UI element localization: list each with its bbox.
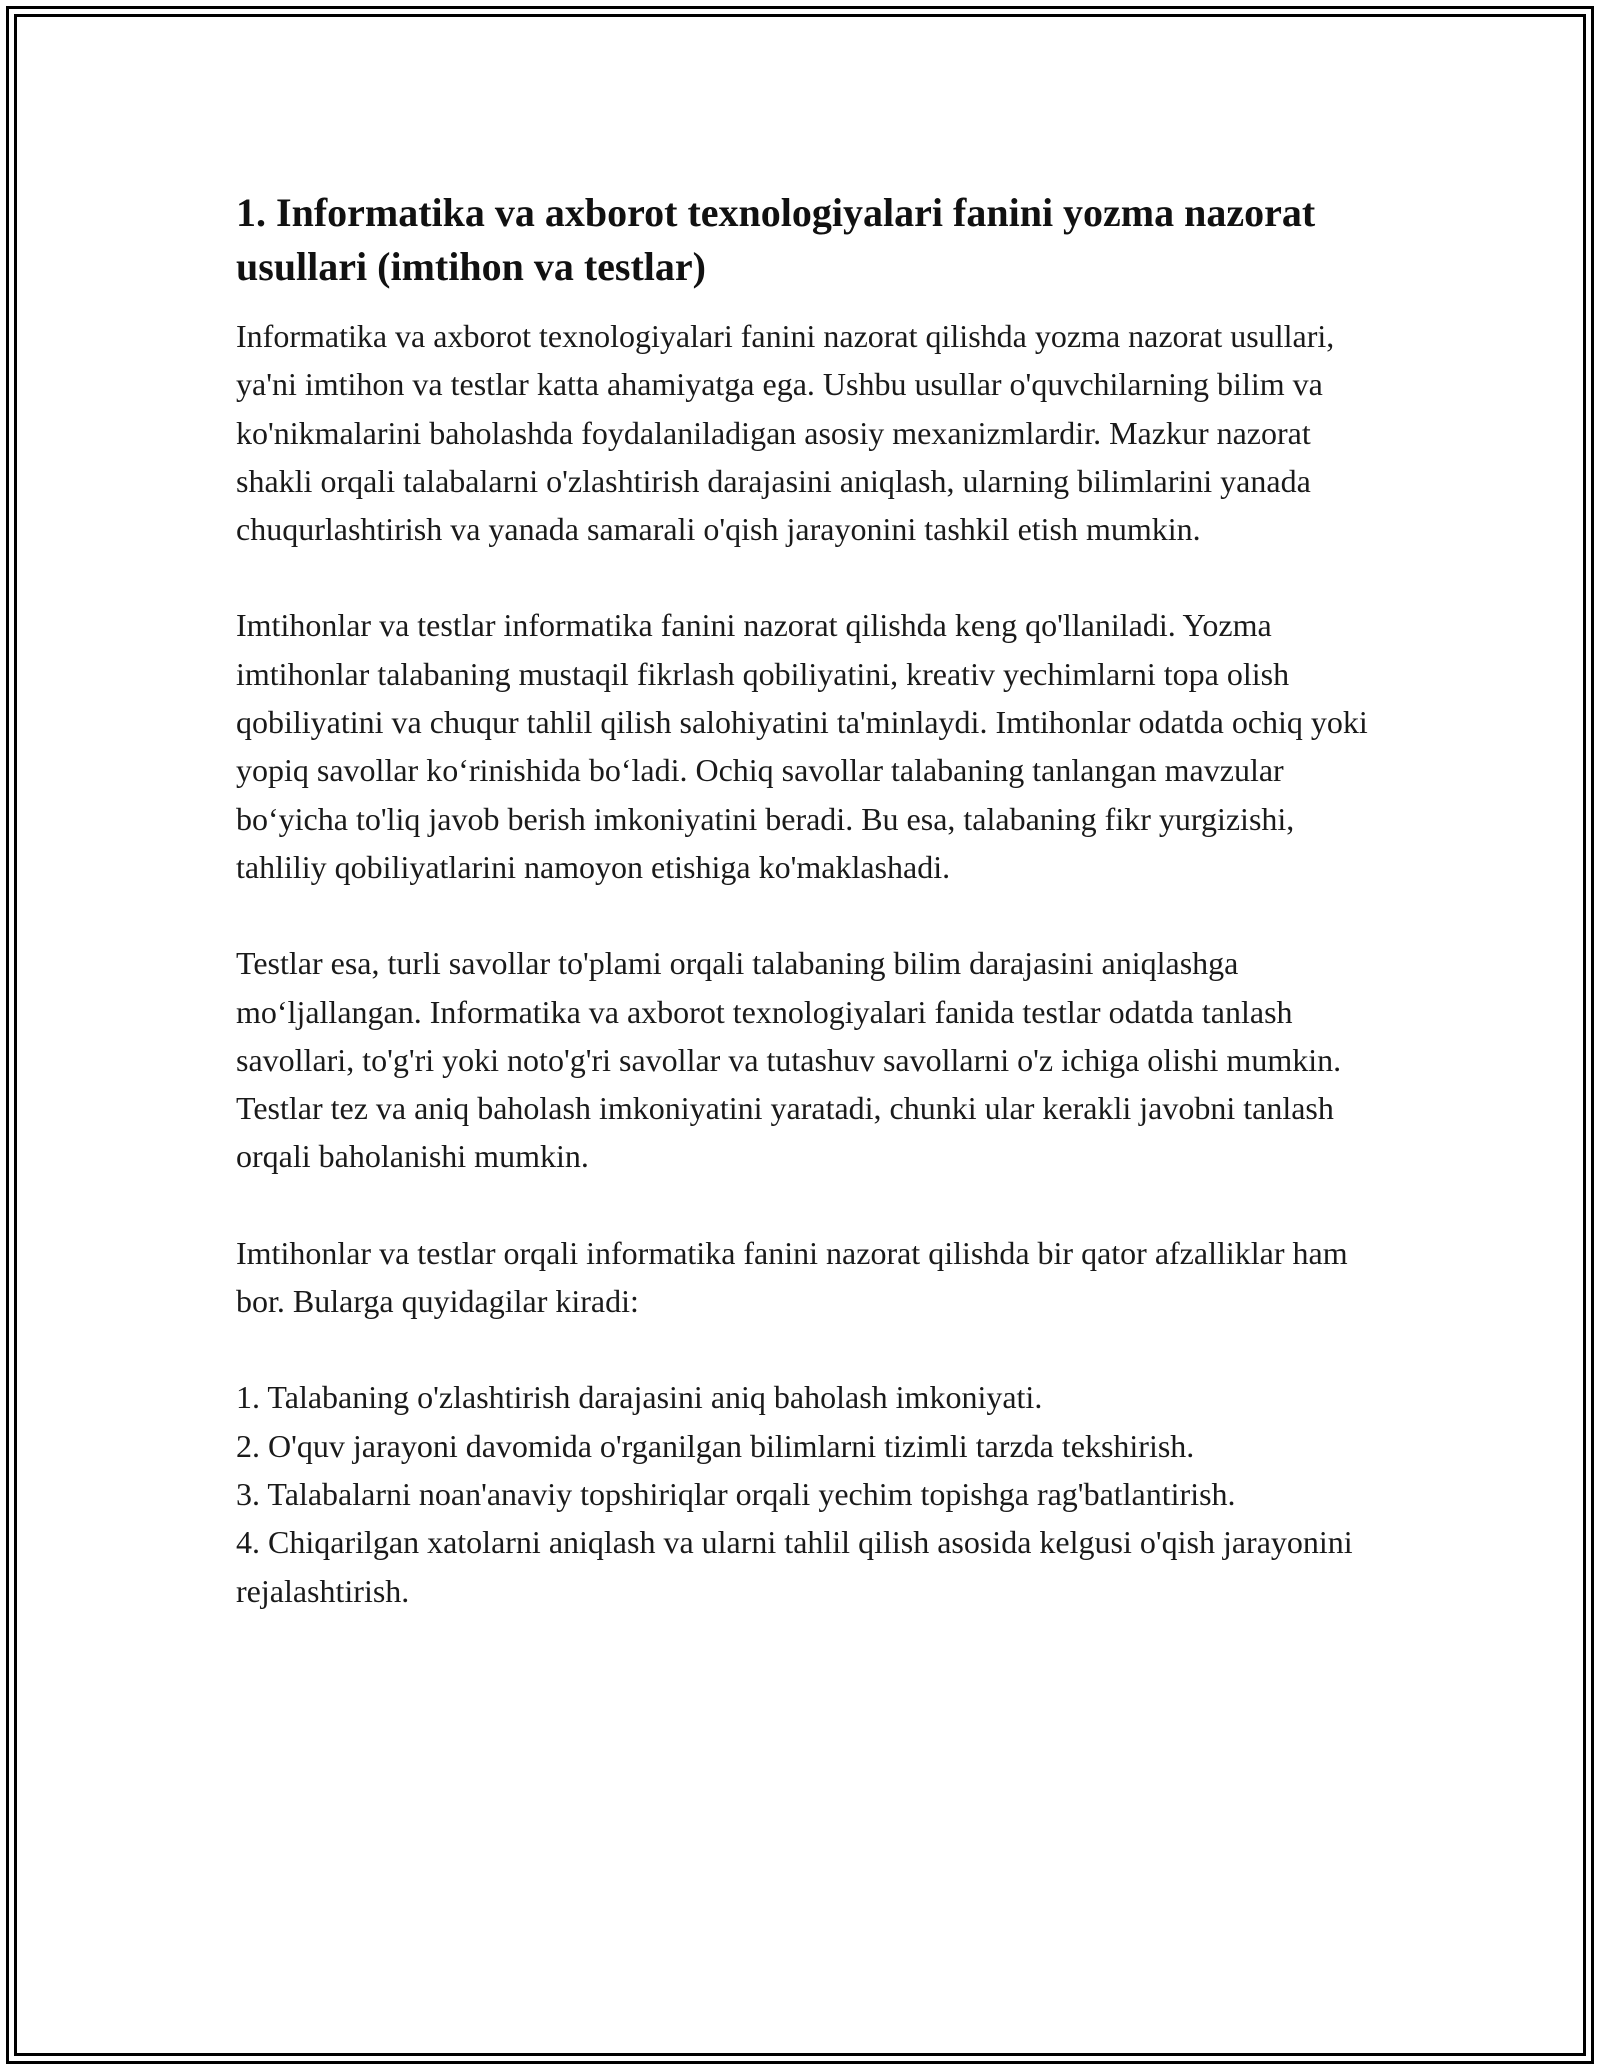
- list-item: 4. Chiqarilgan xatolarni aniqlash va ularni tahlil qilish asosida kelgusi o'qish jarayonini rejalashtirish.: [236, 1524, 1353, 1609]
- paragraph-advantages: Imtihonlar va testlar orqali informatika fanini nazorat qilishda bir qator afzalliklar ham bor. Bularga quyidagilar kiradi:: [236, 1234, 1348, 1320]
- advantages-list: [236, 1373, 1376, 1614]
- document-body: [236, 186, 1376, 1615]
- section-heading: 1. Informatika va axborot texnologiyalari fanini yozma nazorat usullari (imtihon va testlar): [236, 190, 1316, 289]
- list-item: 2. O'quv jarayoni davomida o'rganilgan bilimlarni tizimli tarzda tekshirish.: [236, 1427, 1195, 1464]
- paragraph-tests: Testlar esa, turli savollar to'plami orqali talabaning bilim darajasini aniqlashga mo‘ljallangan. Informatika va axborot texnologiyalari fanida testlar odatda tanlash savollari, to'g'ri yoki noto'g'ri savollar va tutashuv savollarni o'z ichiga olishi mumkin. Testlar tez va aniq baholash imkoniyatini yaratadi, chunki ular kerakli javobni tanlash orqali baholanishi mumkin.: [236, 945, 1342, 1175]
- paragraph-exams: Imtihonlar va testlar informatika fanini nazorat qilishda keng qo'llaniladi. Yozma imtihonlar talabaning mustaqil fikrlash qobiliyatini, kreativ yechimlarni topa olish qobiliyatini va chuqur tahlil qilish salohiyatini ta'minlaydi. Imtihonlar odatda ochiq yoki yopiq savollar ko‘rinishida bo‘ladi. Ochiq savollar talabaning tanlangan mavzular bo‘yicha to'liq javob berish imkoniyatini beradi. Bu esa, talabaning fikr yurgizishi, tahliliy qobiliyatlarini namoyon etishiga ko'maklashadi.: [236, 607, 1368, 885]
- list-item: 1. Talabaning o'zlashtirish darajasini aniq baholash imkoniyati.: [236, 1379, 1043, 1416]
- list-item: 3. Talabalarni noan'anaviy topshiriqlar orqali yechim topishga rag'batlantirish.: [236, 1475, 1236, 1512]
- paragraph-intro: Informatika va axborot texnologiyalari fanini nazorat qilishda yozma nazorat usullari, ya'ni imtihon va testlar katta ahamiyatga ega. Ushbu usullar o'quvchilarning bilim va ko'nikmalarini baholashda foydalaniladigan asosiy mexanizmlardir. Mazkur nazorat shakli orqali talabalarni o'zlashtirish darajasini aniqlash, ularning bilimlarini yanada chuqurlashtirish va yanada samarali o'qish jarayonini tashkil etish mumkin.: [236, 318, 1335, 548]
